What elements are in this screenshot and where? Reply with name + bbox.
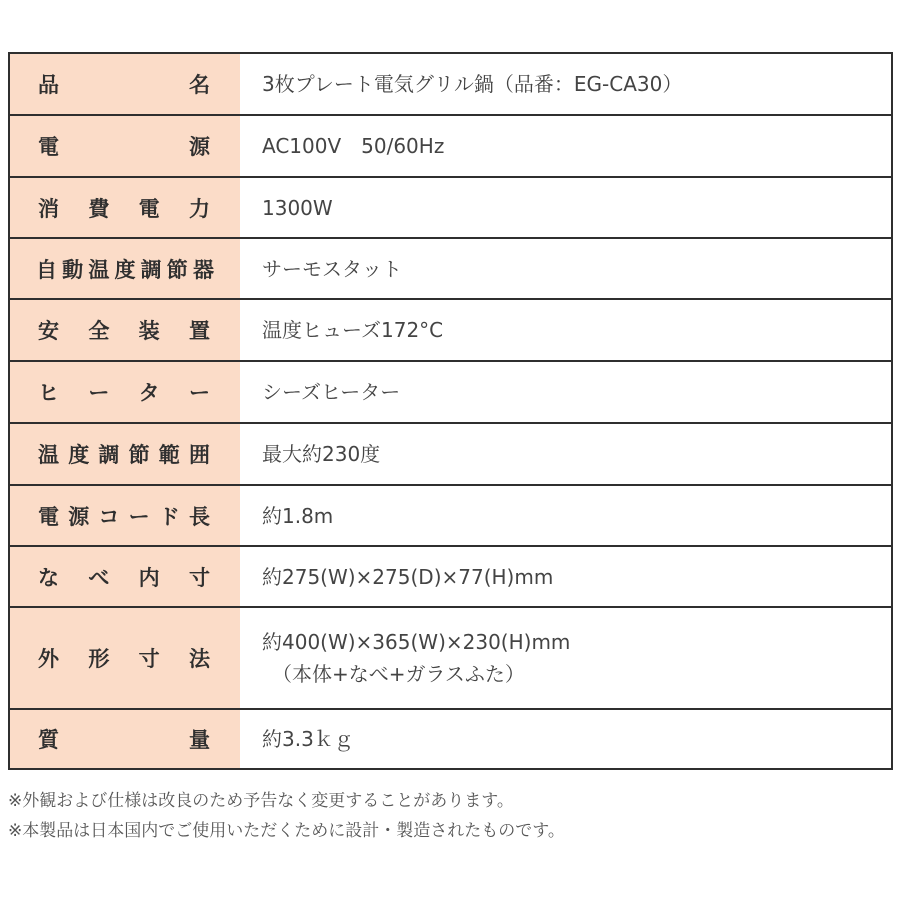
table-row xyxy=(9,709,892,769)
row-label-cell xyxy=(9,607,240,709)
row-label-char: 温 xyxy=(38,443,59,467)
row-label-temp-range xyxy=(10,439,240,469)
row-value-pot-inner-size: 約275(W)×275(D)×77(H)mm xyxy=(240,546,892,607)
row-label-char: 品 xyxy=(38,73,59,97)
row-label-char: 置 xyxy=(188,319,210,343)
row-label-char: 長 xyxy=(188,504,210,529)
table-row xyxy=(9,53,892,115)
table-row xyxy=(9,423,892,485)
row-label-char: タ xyxy=(138,381,160,405)
row-label-char: 形 xyxy=(88,647,110,671)
row-value-weight: 約3.3ｋｇ xyxy=(240,709,892,769)
table-row xyxy=(9,361,892,423)
row-label-char: 度 xyxy=(68,443,90,467)
table-row xyxy=(9,177,892,238)
row-label-cell xyxy=(9,115,240,177)
row-label-char: コ xyxy=(98,504,120,529)
row-label-pot-inner-size xyxy=(10,562,240,592)
row-label-char: 度 xyxy=(114,257,136,282)
row-label-char: 法 xyxy=(188,647,210,671)
row-label-char: 節 xyxy=(128,443,150,467)
row-label-char: べ xyxy=(88,565,110,590)
row-label-cell xyxy=(9,299,240,361)
row-label-char: 調 xyxy=(98,443,120,467)
row-label-char: 源 xyxy=(68,504,90,529)
row-label-char: 全 xyxy=(88,319,110,343)
row-label-char: 費 xyxy=(88,196,110,221)
row-label-char: 名 xyxy=(189,73,210,97)
row-label-char: ヒ xyxy=(38,381,59,405)
row-value-power-source: AC100V 50/60Hz xyxy=(240,115,892,177)
row-label-cell xyxy=(9,485,240,546)
row-value-thermostat: サーモスタット xyxy=(240,238,892,299)
row-label-char: 内 xyxy=(138,565,160,590)
footnote-domestic-use: ※本製品は日本国内でご使用いただくために設計・製造されたものです。 xyxy=(8,821,565,841)
row-label-cell xyxy=(9,238,240,299)
row-label-cell xyxy=(9,423,240,485)
row-label-cord-length xyxy=(10,501,240,531)
row-label-char: 源 xyxy=(189,135,210,159)
table-row xyxy=(9,299,892,361)
row-label-char: 電 xyxy=(138,196,160,221)
row-value-cord-length: 約1.8m xyxy=(240,485,892,546)
row-label-cell xyxy=(9,546,240,607)
row-label-char: ド xyxy=(158,504,180,529)
row-label-char: 自 xyxy=(36,257,57,282)
table-row xyxy=(9,607,892,709)
row-label-thermostat xyxy=(10,254,240,284)
row-label-char: ー xyxy=(88,381,110,405)
row-value-outer-dimensions xyxy=(240,607,892,709)
row-label-char: 力 xyxy=(188,196,210,221)
row-label-char: 安 xyxy=(38,319,59,343)
row-label-char: な xyxy=(38,565,59,590)
row-label-cell xyxy=(9,53,240,115)
row-label-safety-device xyxy=(10,315,240,345)
row-label-power-source xyxy=(10,131,240,161)
row-label-cell xyxy=(9,177,240,238)
row-label-char: 電 xyxy=(38,504,59,529)
row-label-cell xyxy=(9,709,240,769)
row-label-heater xyxy=(10,377,240,407)
row-label-char: 動 xyxy=(62,257,84,282)
row-label-char: 囲 xyxy=(188,443,210,467)
row-label-char: 調 xyxy=(140,257,162,282)
row-label-outer-dimensions xyxy=(10,643,240,673)
row-value-outer-dimensions-note: （本体+なべ+ガラスふた） xyxy=(272,662,525,686)
row-label-char: 質 xyxy=(38,728,59,752)
table-row xyxy=(9,115,892,177)
row-value-temp-range: 最大約230度 xyxy=(240,423,892,485)
spec-table xyxy=(8,52,893,770)
row-label-char: 器 xyxy=(192,257,214,282)
row-value-heater: シーズヒーター xyxy=(240,361,892,423)
row-label-weight xyxy=(10,724,240,754)
footnotes xyxy=(8,786,565,846)
row-value-product-name: 3枚プレート電気グリル鍋（品番：EG-CA30） xyxy=(240,53,892,115)
row-label-char: 節 xyxy=(166,257,188,282)
row-label-char: 寸 xyxy=(188,565,210,590)
row-label-char: 温 xyxy=(88,257,110,282)
row-label-char: 電 xyxy=(38,135,59,159)
row-label-char: 外 xyxy=(38,647,59,671)
footnote-spec-change: ※外観および仕様は改良のため予告なく変更することがあります。 xyxy=(8,791,514,811)
row-label-char: 寸 xyxy=(138,647,160,671)
row-label-power-consumption xyxy=(10,193,240,223)
row-label-char: ー xyxy=(188,381,210,405)
row-value-power-consumption: 1300W xyxy=(240,177,892,238)
row-label-char: 量 xyxy=(189,728,210,752)
row-label-char: ー xyxy=(128,504,150,529)
spec-table-body xyxy=(9,53,892,769)
row-value-outer-dimensions-main: 約400(W)×365(W)×230(H)mm xyxy=(262,630,571,654)
row-value-safety-device: 温度ヒューズ172°C xyxy=(240,299,892,361)
table-row xyxy=(9,238,892,299)
row-label-char: 消 xyxy=(38,196,59,221)
row-label-product-name xyxy=(10,69,240,99)
row-label-char: 装 xyxy=(138,319,160,343)
row-label-cell xyxy=(9,361,240,423)
table-row xyxy=(9,485,892,546)
table-row xyxy=(9,546,892,607)
row-label-char: 範 xyxy=(158,443,180,467)
